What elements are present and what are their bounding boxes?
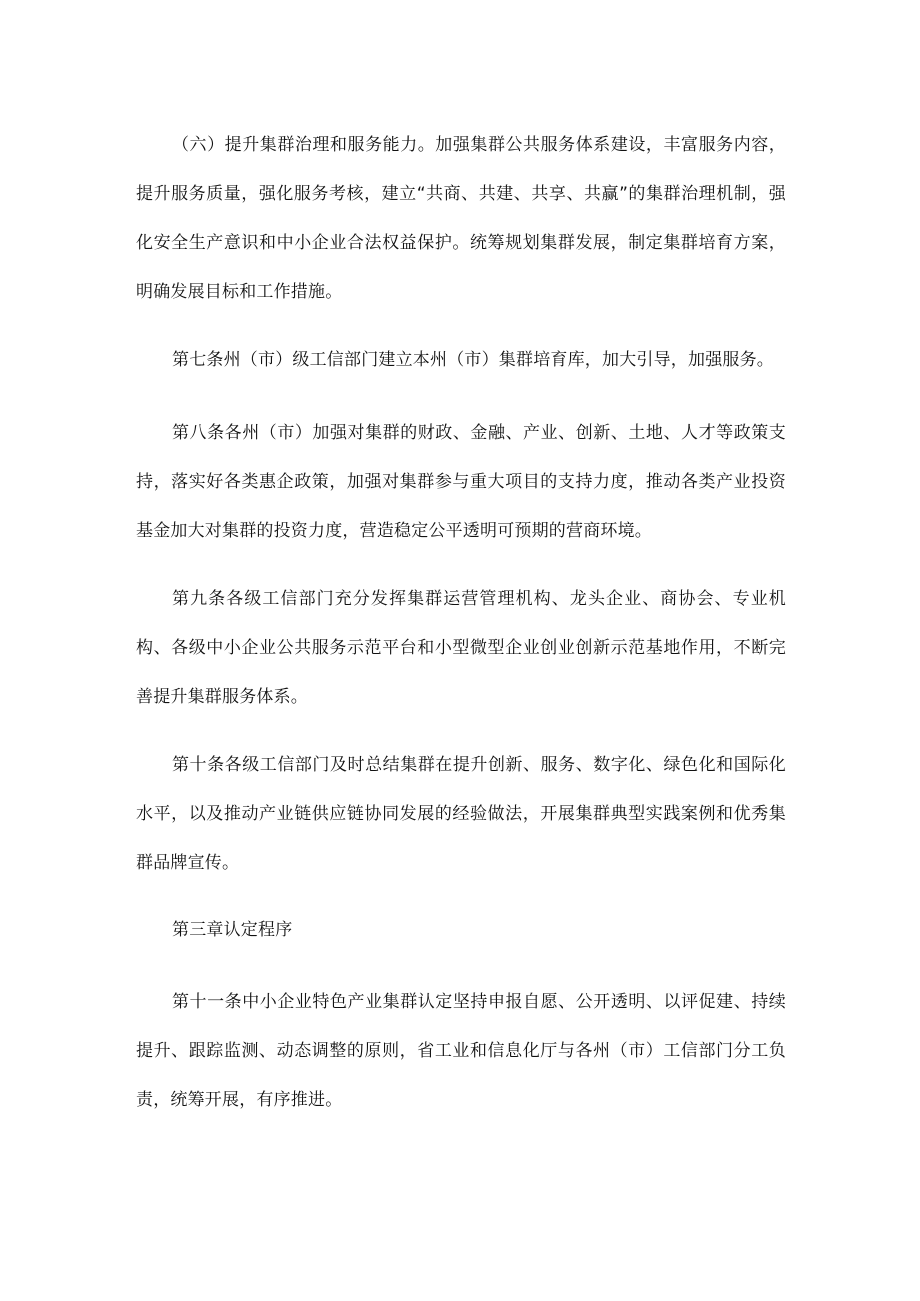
chapter-heading: 第三章认定程序 (172, 920, 293, 940)
paragraph-section-6: （六）提升集群治理和服务能力。加强集群公共服务体系建设，丰富服务内容，提升服务质量，强化服务考核，建立“共商、共建、共享、共赢”的集群治理机制，强化安全生产意识和中小企业合法权益保护。统筹规划集群发展，制定集群培育方案，明确发展目标和工作措施。 (136, 135, 786, 302)
paragraph-article-11: 第十一条中小企业特色产业集群认定坚持申报自愿、公开透明、以评促建、持续提升、跟踪监测、动态调整的原则，省工业和信息化厅与各州（市）工信部门分工负责，统筹开展，有序推进。 (136, 992, 786, 1110)
paragraph-article-10: 第十条各级工信部门及时总结集群在提升创新、服务、数字化、绿色化和国际化水平，以及推动产业链供应链协同发展的经验做法，开展集群典型实践案例和优秀集群品牌宣传。 (136, 755, 786, 873)
paragraph-article-7: 第七条州（市）级工信部门建立本州（市）集群培育库，加大引导，加强服务。 (172, 350, 774, 370)
paragraph-article-9: 第九条各级工信部门充分发挥集群运营管理机构、龙头企业、商协会、专业机构、各级中小企业公共服务示范平台和小型微型企业创业创新示范基地作用，不断完善提升集群服务体系。 (136, 589, 786, 707)
paragraph-article-8: 第八条各州（市）加强对集群的财政、金融、产业、创新、土地、人才等政策支持，落实好各类惠企政策，加强对集群参与重大项目的支持力度，推动各类产业投资基金加大对集群的投资力度，营造稳定公平透明可预期的营商环境。 (136, 423, 786, 541)
